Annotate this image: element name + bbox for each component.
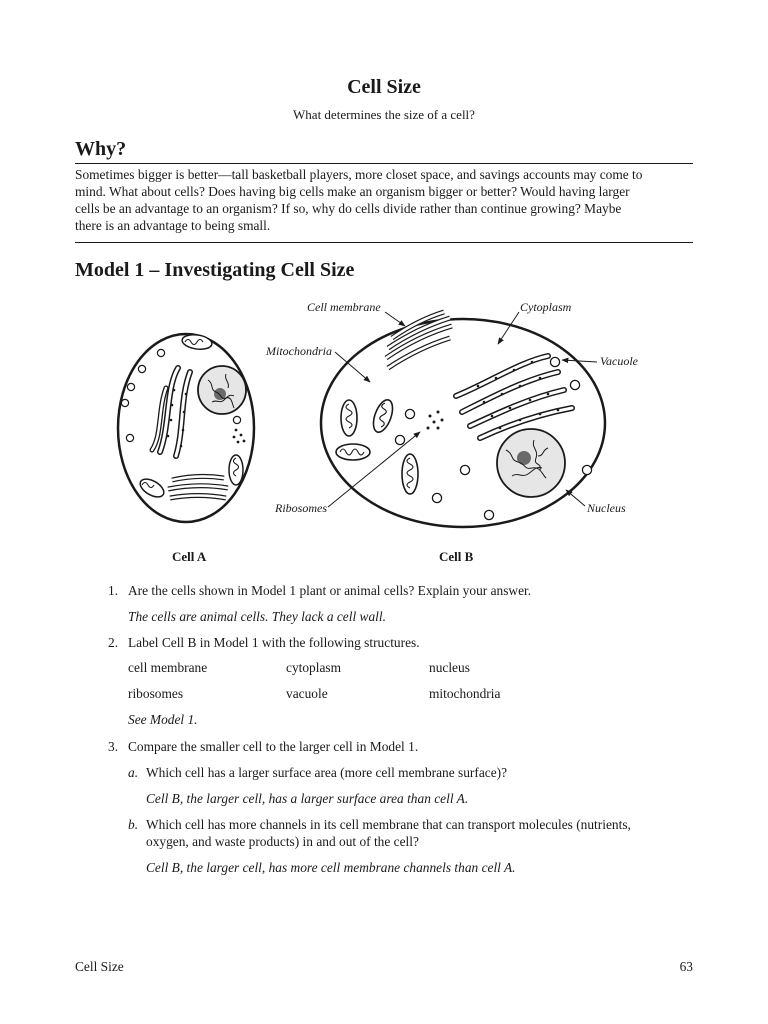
term-nucleus: nucleus <box>429 660 470 675</box>
q3b-text-line-1: Which cell has more channels in its cell membrane that can transport molecules (nutrients, <box>146 817 631 832</box>
why-top-rule <box>75 163 693 164</box>
q1-number: 1. <box>108 583 119 598</box>
why-heading: Why? <box>75 138 127 160</box>
page-subtitle: What determines the size of a cell? <box>293 107 475 122</box>
footer-title: Cell Size <box>75 959 124 974</box>
term-mitochondria: mitochondria <box>429 686 501 701</box>
cell-b-label: Cell B <box>439 549 474 564</box>
term-cell-membrane: cell membrane <box>128 660 208 675</box>
term-cytoplasm: cytoplasm <box>286 660 342 675</box>
cell-diagram <box>0 290 768 580</box>
q3b-letter: b. <box>128 817 139 832</box>
cell-b-drawing <box>321 312 605 527</box>
label-mitochondria: Mitochondria <box>266 344 332 358</box>
q2-number: 2. <box>108 635 119 650</box>
label-ribosomes: Ribosomes <box>275 501 327 515</box>
label-cytoplasm: Cytoplasm <box>520 300 572 314</box>
q3a-letter: a. <box>128 765 139 780</box>
q3a-answer: Cell B, the larger cell, has a larger surface area than cell A. <box>146 791 469 806</box>
q3b-text-line-2: oxygen, and waste products) in and out of the cell? <box>146 834 419 849</box>
q3b-answer: Cell B, the larger cell, has more cell membrane channels than cell A. <box>146 860 516 875</box>
q1-answer: The cells are animal cells. They lack a cell wall. <box>128 609 386 624</box>
label-cell-membrane: Cell membrane <box>307 300 381 314</box>
term-ribosomes: ribosomes <box>128 686 184 701</box>
why-line: cells be an advantage to an organism? If so, why do cells divide rather than continue growing? Maybe <box>75 201 622 216</box>
page-title: Cell Size <box>347 76 421 98</box>
q3-number: 3. <box>108 739 119 754</box>
cell-a-drawing <box>118 333 254 522</box>
why-paragraph <box>75 166 695 234</box>
term-vacuole: vacuole <box>286 686 328 701</box>
q3a-text: Which cell has a larger surface area (more cell membrane surface)? <box>146 765 508 780</box>
cell-a-label: Cell A <box>172 549 207 564</box>
label-nucleus: Nucleus <box>587 501 626 515</box>
why-bottom-rule <box>75 242 693 243</box>
q1-text: Are the cells shown in Model 1 plant or animal cells? Explain your answer. <box>128 583 532 598</box>
page-number: 63 <box>679 959 693 974</box>
why-line: mind. What about cells? Does having big cells make an organism bigger or better? Would having larger <box>75 184 630 199</box>
q2-text: Label Cell B in Model 1 with the following structures. <box>128 635 420 650</box>
model-heading: Model 1 – Investigating Cell Size <box>75 259 355 281</box>
label-vacuole: Vacuole <box>600 354 638 368</box>
why-line: Sometimes bigger is better—tall basketball players, more closet space, and savings accounts may come to <box>75 167 643 182</box>
q3-text: Compare the smaller cell to the larger cell in Model 1. <box>128 739 419 754</box>
q2-answer: See Model 1. <box>128 712 198 727</box>
why-line: there is an advantage to being small. <box>75 218 271 233</box>
